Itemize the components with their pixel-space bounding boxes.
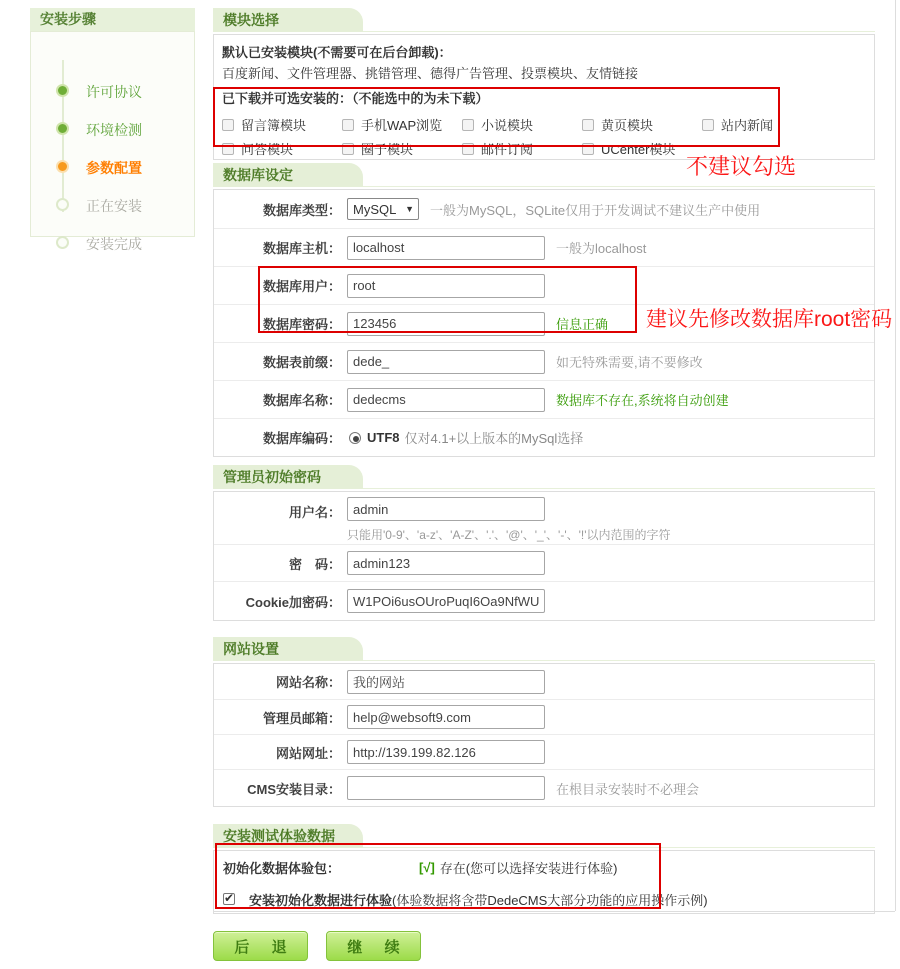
checkbox-icon[interactable] (462, 119, 474, 131)
step-parameters (31, 158, 194, 174)
field-label: 数据表前缀： (262, 355, 341, 370)
section-title: 网站设置 (213, 637, 363, 661)
checkbox-icon[interactable] (702, 119, 714, 131)
step-finished (31, 234, 194, 250)
module-label: 邮件订阅 (481, 142, 534, 157)
admin-email-row (214, 699, 874, 734)
section-title: 安装测试体验数据 (213, 824, 363, 848)
installed-modules-list: 百度新闻、文件管理器、挑错管理、德得广告管理、投票模块、友情链接 (222, 66, 639, 81)
data-pack-label: 初始化数据体验包： (223, 860, 341, 876)
field-label: 数据库名称： (262, 393, 341, 408)
field-note: 一般为localhost (556, 241, 647, 256)
site-panel (213, 663, 875, 807)
db-prefix-input[interactable] (347, 350, 545, 374)
field-label: 数据库主机： (262, 241, 341, 256)
install-steps-sidebar (30, 8, 195, 252)
module-option[interactable] (702, 115, 822, 134)
right-border-line (895, 0, 896, 911)
checkbox-icon[interactable] (582, 143, 594, 155)
field-label: 管理员邮箱： (262, 710, 341, 726)
module-option[interactable] (462, 139, 582, 158)
check-mark-icon: [√] (419, 859, 435, 875)
admin-panel (213, 491, 875, 621)
step-pending-dot (56, 198, 69, 211)
field-note: 仅对4.1+以上版本的MySql选择 (404, 431, 584, 446)
db-name-input[interactable] (347, 388, 545, 412)
checkbox-icon[interactable] (222, 119, 234, 131)
module-option[interactable] (582, 139, 702, 158)
step-pending-dot (56, 236, 69, 249)
module-label: UCenter模块 (601, 142, 676, 157)
db-name-row (214, 380, 874, 418)
annotation-text-root-password: 建议先修改数据库root密码 (646, 308, 893, 331)
db-prefix-row (214, 342, 874, 380)
step-label: 参数配置 (86, 160, 142, 176)
module-row-1 (222, 116, 864, 133)
username-rule-note: 只能用'0-9'、'a-z'、'A-Z'、'.'、'@'、'_'、'-'、'!'以内范围的字符 (347, 528, 671, 542)
data-pack-row (214, 851, 874, 883)
modules-panel (213, 34, 875, 160)
field-note: 如无特殊需要,请不要修改 (556, 355, 703, 370)
checkbox-icon[interactable] (342, 119, 354, 131)
db-user-input[interactable] (347, 274, 545, 298)
install-demo-label: 安装初始化数据进行体验 (249, 892, 393, 908)
module-row-2 (222, 140, 864, 157)
admin-password-row (214, 544, 874, 581)
module-label: 站内新闻 (721, 118, 774, 133)
admin-email-input[interactable] (347, 705, 545, 729)
db-password-input[interactable] (347, 312, 545, 336)
steps-box (30, 31, 195, 252)
field-label: 数据库编码： (262, 431, 341, 446)
section-header-site (213, 637, 875, 661)
site-name-row (214, 664, 874, 699)
charset-value: UTF8 (367, 430, 400, 445)
field-label: 网站网址： (275, 745, 341, 761)
module-option[interactable] (342, 115, 462, 134)
wizard-buttons (213, 931, 875, 961)
sidebar-title: 安装步骤 (30, 8, 195, 31)
db-host-row (214, 228, 874, 266)
main-content (213, 0, 875, 961)
step-license (31, 82, 194, 98)
step-done-dot (56, 122, 69, 135)
section-header-database (213, 163, 875, 187)
field-note: 在根目录安装时不必理会 (556, 781, 700, 797)
db-charset-row (214, 418, 874, 456)
field-label: 密 码： (288, 556, 341, 572)
db-autocreate-note: 数据库不存在,系统将自动创建 (556, 393, 729, 408)
field-label: 网站名称： (275, 675, 341, 690)
field-label: 数据库用户： (262, 279, 341, 294)
admin-password-input[interactable] (347, 551, 545, 575)
continue-button[interactable]: 继 续 (326, 931, 421, 961)
module-option[interactable] (582, 115, 702, 134)
module-option[interactable] (222, 115, 342, 134)
testdata-panel (213, 850, 875, 914)
db-host-input[interactable] (347, 236, 545, 260)
utf8-radio[interactable] (349, 432, 361, 444)
module-label: 问答模块 (241, 142, 294, 157)
checkbox-icon[interactable] (582, 119, 594, 131)
installed-modules-label: 默认已安装模块(不需要可在后台卸载)： (222, 45, 452, 60)
site-url-row (214, 734, 874, 769)
step-label: 环境检测 (86, 122, 142, 138)
cms-dir-input[interactable] (347, 776, 545, 800)
module-label: 圈子模块 (361, 142, 414, 157)
db-type-value: MySQL (353, 201, 397, 217)
data-pack-note: 存在(您可以选择安装进行体验) (439, 860, 618, 876)
section-title: 模块选择 (213, 8, 363, 32)
db-type-select[interactable] (347, 198, 419, 220)
field-label: CMS安装目录： (247, 781, 341, 797)
annotation-text-modules: 不建议勾选 (686, 154, 797, 179)
step-current-dot (56, 160, 69, 173)
db-user-row (214, 266, 874, 304)
step-done-dot (56, 84, 69, 97)
module-option[interactable] (222, 139, 342, 158)
section-title: 管理员初始密码 (213, 465, 363, 489)
field-label: 用户名： (288, 505, 341, 520)
checkbox-icon[interactable] (462, 143, 474, 155)
field-note: 一般为MySQL，SQLite仅用于开发调试不建议生产中使用 (430, 202, 761, 218)
validation-ok-note: 信息正确 (556, 317, 609, 332)
module-option[interactable] (462, 115, 582, 134)
step-installing (31, 196, 194, 212)
cms-dir-row (214, 769, 874, 806)
database-panel (213, 189, 875, 457)
field-label: 数据库类型： (262, 202, 341, 218)
bottom-divider (213, 911, 895, 912)
section-header-modules (213, 8, 875, 32)
section-title: 数据库设定 (213, 163, 363, 187)
checkbox-icon[interactable] (222, 143, 234, 155)
admin-username-input[interactable] (347, 497, 545, 521)
section-header-testdata (213, 824, 875, 848)
module-label: 黄页模块 (601, 118, 654, 133)
field-label: Cookie加密码： (245, 594, 341, 610)
step-label: 安装完成 (86, 236, 142, 252)
field-label: 数据库密码： (262, 317, 341, 332)
optional-modules-label: 已下载并可选安装的：（不能选中的为未下载） (222, 91, 489, 106)
db-password-row (214, 304, 874, 342)
back-button[interactable]: 后 退 (213, 931, 308, 961)
step-label: 正在安装 (86, 198, 142, 214)
username-row (214, 492, 874, 544)
db-type-row (214, 190, 874, 228)
module-label: 留言簿模块 (241, 118, 307, 133)
step-environment (31, 120, 194, 136)
site-name-input[interactable] (347, 670, 545, 694)
chevron-down-icon: ▼ (405, 204, 414, 214)
install-demo-checkbox[interactable] (223, 893, 235, 905)
install-demo-desc: (体验数据将含带DedeCMS大部分功能的应用操作示例) (392, 892, 708, 908)
section-header-admin (213, 465, 875, 489)
step-label: 许可协议 (86, 84, 142, 100)
module-label: 手机WAP浏览 (361, 118, 443, 133)
module-option[interactable] (342, 139, 462, 158)
checkbox-icon[interactable] (342, 143, 354, 155)
site-url-input[interactable] (347, 740, 545, 764)
module-label: 小说模块 (481, 118, 534, 133)
cookie-key-input[interactable] (347, 589, 545, 613)
cookie-key-row (214, 581, 874, 620)
